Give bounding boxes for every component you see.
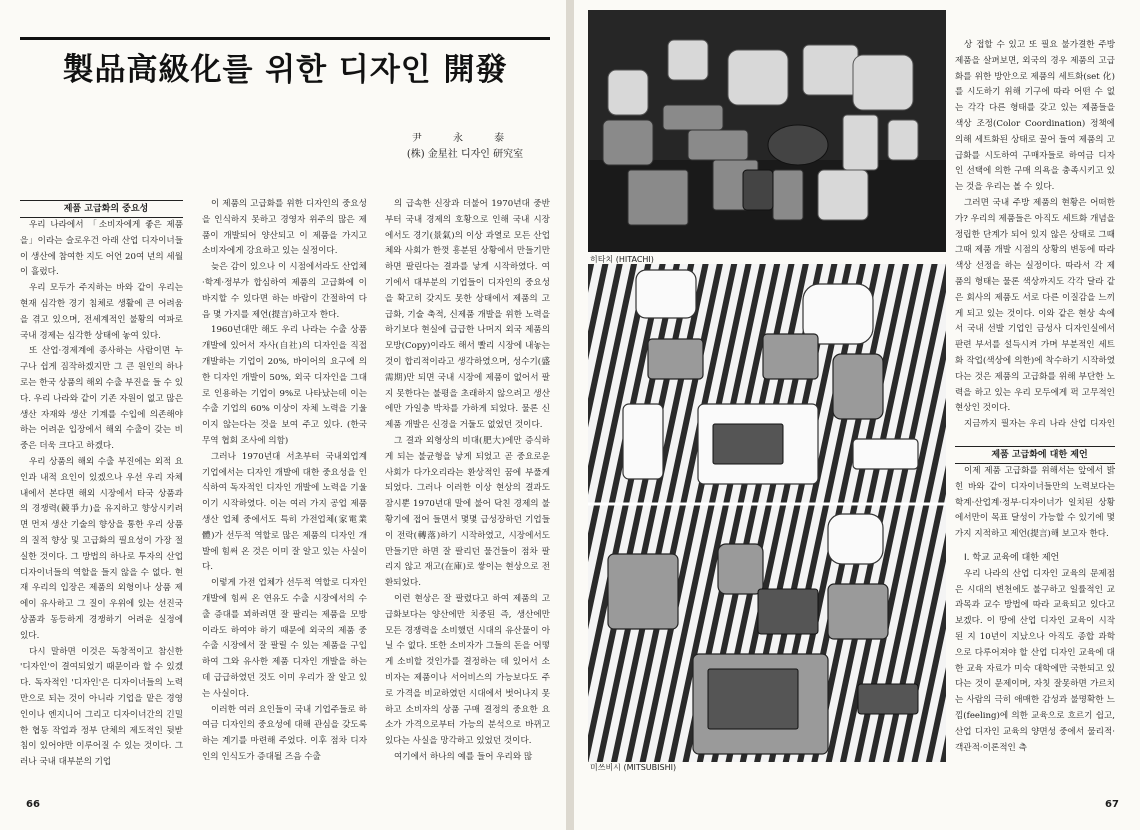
- subsection-body: [955, 567, 1115, 807]
- section-heading-importance: 제품 고급화의 중요성: [20, 200, 183, 218]
- column-3: [385, 197, 550, 817]
- paragraph: 이러한 여러 요인들이 국내 기업주들로 하여금 디자인의 중요성에 대해 관심을 갖도록 하는 계기를 마련해 주었다. 이후 점차 디자인의 인식도가 증대될 즈음 수출: [202, 704, 367, 762]
- photo-hitachi: [588, 10, 946, 252]
- page-number-left: 66: [26, 799, 40, 810]
- paragraph: 다시 말하면 이것은 독창적이고 참신한 '디자인'이 결여되었기 때문이라 할 수 있겠다. 독자적인 '디자인'은 디자이너들의 노력만으로 되는 것이 아니라 기업을 맡은 경영인이나 엔지니어 그리고 디자이너간의 긴밀한 협동 작업과 정부 단체의 제도적인 뒷받침이 있어야만 이루어질 수 있는 것이다. 그러나 국내 대부분의 기업: [20, 646, 183, 768]
- paragraph: 상 접할 수 있고 또 필요 불가결한 주방 제품을 살펴보면, 외국의 경우 제품의 고급화를 위한 방안으로 제품의 세트화(set 化)를 시도하기 위해 기구에 따라 어떤 수 없는 각각 다른 형태를 갖고 있는 제품들을 색상 조정(Color Coordination) 정책에 의해 세트화된 상태로 꿀어 들여 제품의 고급화를 시도하여 구매자들로 하여금 디자인 선택에 의한 구매 의욕을 충족시키고 있는 것을 우리는 볼 수 있다.: [955, 40, 1115, 193]
- paragraph: 우리 모두가 주지하는 바와 같이 우리는 현재 심각한 경기 침체로 생활에 큰 어려움을 겪고 있으며, 전세계적인 불황의 여파로 국내 경제는 심각한 상태에 놓여 있다.: [20, 283, 183, 341]
- paragraph: 그러나 1970년대 서초부터 국내외업계 기업에서는 디자인 개발에 대한 중요성을 인식하여 독자적인 디자인 개발에 노력을 기울이기 시작하였다. 이는 여러 가지 공업 제품 생산 업체 중에서도 특히 가전업체(家電業體)가 선두적 역할로 많은 제품의 디자인 개발에 힘써 온 것은 이미 잘 알고 있는 사실이다.: [202, 451, 367, 573]
- paragraph: 늦은 감이 있으나 이 시점에서라도 산업체·학계·정부가 합심하여 제품의 고급화에 이바지할 수 있다면 하는 바람이 간절하여 다음 몇 가지를 제언(提言)하고자 한다.: [202, 262, 367, 320]
- paragraph: 지금까지 필자는 우리 나라 산업 디자인: [964, 419, 1115, 428]
- caption-mitsubishi: 미쓰비시 (MITSUBISHI): [590, 763, 677, 772]
- paragraph: 그 결과 외형상의 비대(肥大)에만 증식하게 되는 불균형을 낳게 되었고 곧 중요로운 사회가 다가오리라는 환상적인 꿈에 부풀게 되었다. 그러나 이러한 이상 현상의 결과도 잠시뿐 1970년대 말에 불어 닥친 경제의 불황기에 접어 들면서 몇몇 급성장하던 기업들이 전락(轉落)하기 시작하였고, 시장에서도 만들기만 하면 잘 팔리던 물건들이 점차 팔리지 않고 재고(在庫)로 쌓이는 현상으로 전환되었다.: [385, 435, 550, 589]
- page-number-right: 67: [1105, 799, 1119, 810]
- subsection-heading-education: I. 학교 교육에 대한 제언: [964, 552, 1060, 563]
- paragraph: 이제 제품 고급화를 위해서는 앞에서 밝힌 바와 같이 디자이너들만의 노력보다는 학계·산업계·정부·디자이너가 일치된 상황에서만이 목표 달성이 가능할 수 있기에 몇 가지 지적하고 제언(提言)해 보고자 한다.: [955, 466, 1115, 540]
- author-name: 尹 永 泰: [411, 133, 519, 144]
- paragraph: 1960년대만 해도 우리 나라는 수출 상품 개발에 있어서 자사(自社)의 디자인을 직접 개발하는 기업이 20%, 바이어의 요구에 의한 디자인 개발이 50%, 외국 디자인을 그대로 인용하는 기업이 9%로 나타났는데 이는 수출 기업의 60% 이상이 자체 노력을 기울이지 않는다는 것을 보여 주고 있다. (한국 무역 협회 조사에 의함): [202, 325, 367, 446]
- paragraph: 이 제품의 고급화를 위한 디자인의 중요성을 인식하지 못하고 경영자 위주의 많은 제품이 개발되어 양산되고 이 제품을 가지고 소비자에게 강요하고 있는 실정이다.: [202, 199, 367, 257]
- column-1: [20, 200, 183, 820]
- paragraph: 이런 현상은 잘 팔렸다고 하여 제품의 고급화보다는 양산에만 치중된 즉, 생산에만 모든 경쟁력을 소비했던 시대의 유산물이 아닐 수 없다. 또한 소비자가 그들의 돈을 어떻게 소비할 것인가를 결정하는 데 있어서 소비자는 제품이나 서어비스의 가능보다도 주로 가격을 비교하였던 시대에서 벗어나지 못하고 소비자의 상품 구매 결정의 중요한 요소가 가격으로부터 가능의 분석으로 바뀌고 있다는 사실을 망각하고 있었던 것이다.: [385, 593, 550, 747]
- article-title: 製品高級化를 위한 디자인 開發: [62, 52, 508, 88]
- paragraph: 여기에서 하나의 예를 들어 우리와 많: [394, 751, 533, 762]
- right-column-top: [955, 38, 1115, 428]
- paragraph: 그러면 국내 주방 제품의 현황은 어떠한가? 우리의 제품들은 아직도 세트화 개념을 정립한 단계가 되어 있지 않은 상태로 그때 그때 제품 개발 시점의 상황의 변동에 따라 색상 선정을 하는 실정이다. 따라서 각 제품의 형태는 물론 색상까지도 각각 달라 같은 회사의 제품도 서로 다른 이질감을 느끼게 되고 있는 것이다. 이와 같은 현상 속에서 국내 선발 기업인 금성사 디자인실에서 판련 부서를 설득시켜 가며 부분적인 세트화 작업(색상에 의한)에 착수하기 시작하였다는 것은 제품의 고급화를 위해 부단한 노력을 하고 있는 우리 모두에게 퍽 고무적인 현상인 것이다.: [955, 197, 1115, 414]
- column-2: [202, 197, 367, 817]
- paragraph: 의 급속한 신장과 더불어 1970년대 중반부터 국내 경제의 호황으로 인해 국내 시장에서도 경기(景氣)의 이상 과열로 모든 산업체와 사회가 한껏 흥분된 상황에서 만들기만 하면 팔린다는 결과를 낳게 시작하였다. 여기에서 대부분의 기업들이 디자인의 중요성을 확고히 갖지도 못한 상태에서 제품의 고급화, 기술 축적, 신제품 개발을 위한 노력을 하기보다 현실에 급급한 나머지 외국 제품의 모방(Copy)이라도 해서 빨리 시장에 내놓는 것이 합리적이라고 생각하였으며, 성수기(盛需期)만 되면 국내 시장에 제품이 없어서 팔지 못한다는 불평을 초래하지 않으려고 생산에만 가일층 박차를 가하게 되었다. 물론 신제품 개발은 신경을 거둘도 없었던 것이다.: [385, 199, 550, 431]
- paragraph: 이렇게 가전 업체가 선두적 역할로 디자인 개발에 힘써 온 연유도 수출 시장에서의 수출 증대를 꾀하려면 잘 팔리는 제품을 모방이라도 하여야 하기 때문에 외국의 제품 중 수출 시장에서 잘 팔릴 수 있는 제품을 구입하여 그와 유사한 제품 디자인 개발을 하는 데 급급하였던 것도 이미 우리가 잘 알고 있는 사실이다.: [202, 578, 367, 699]
- paragraph: 또 산업·경제계에 종사하는 사람이면 누구나 쉽게 짐작하겠지만 그 큰 원인의 하나로는 한국 상품의 해외 수출 부진을 들 수 있다. 우리 나라와 같이 기존 자원이 없고 많은 생산 자재와 생산 기계를 수입에 의존해야 하는 어려운 입장에서 해외 수출이 갖는 비중은 더욱 크다고 하겠다.: [20, 346, 183, 452]
- paragraph: 우리 상품의 해외 수출 부진에는 외적 요인과 내적 요인이 있겠으나 우선 우리 자체 내에서 본다면 해외 시장에서 타국 상품과의 경쟁력(競爭力)을 유지하고 향상시키려면 먼저 생산 기술의 향상을 통한 우리 상품의 질적 향상 및 고급화의 필요성이 가장 절실한 것이다. 그 방법의 하나로 투자의 산업 디자이너들의 역할을 들지 않을 수 없다. 현재 우리의 입장은 제품의 외형이나 상품 제에이 유사하고 그 질이 우위에 있는 선진국 상품과 동등하게 경쟁하기 어려운 실정에 있다.: [20, 456, 183, 641]
- caption-hitachi: 히타치 (HITACHI): [590, 255, 654, 264]
- author-block: [395, 131, 535, 163]
- left-page: [0, 0, 566, 830]
- page-gutter: [566, 0, 574, 830]
- paragraph: 우리 나라에서 「소비자에게 좋은 제품을」이라는 슬로우건 아래 산업 디자이너들이 생산에 참여한 지도 어언 20여 년의 세월이 흘렀다.: [20, 220, 183, 278]
- author-affiliation: (株) 金星社 디자인 研究室: [406, 149, 524, 160]
- title-rule: [20, 37, 550, 40]
- photo-mitsubishi: [588, 264, 946, 762]
- right-column-bottom: [955, 446, 1115, 807]
- paragraph: 우리 나라의 산업 디자인 교육의 문제점은 시대의 변천에도 불구하고 일률적인 교과목과 교수 방법에 따라 교육되고 있다고 보겠다. 이 땅에 산업 디자인 교육이 시작된 지 10년이 지났으나 아직도 종합 과학으로 다루어져야 할 산업 디자인 교육에 대한 교육 자료가 미숙 대학에만 국한되고 있다는 것이 문제이며, 자칫 잘못하면 가르치는 사람의 극히 애매한 감성과 불명확한 느낌(feeling)에 의한 교육으로 흐르기 쉽고, 산업 디자인 교육의 양면성 중에서 물리적·객관적·이론적인 측: [955, 568, 1115, 753]
- section-heading-proposal: 제품 고급화에 대한 제언: [955, 446, 1115, 464]
